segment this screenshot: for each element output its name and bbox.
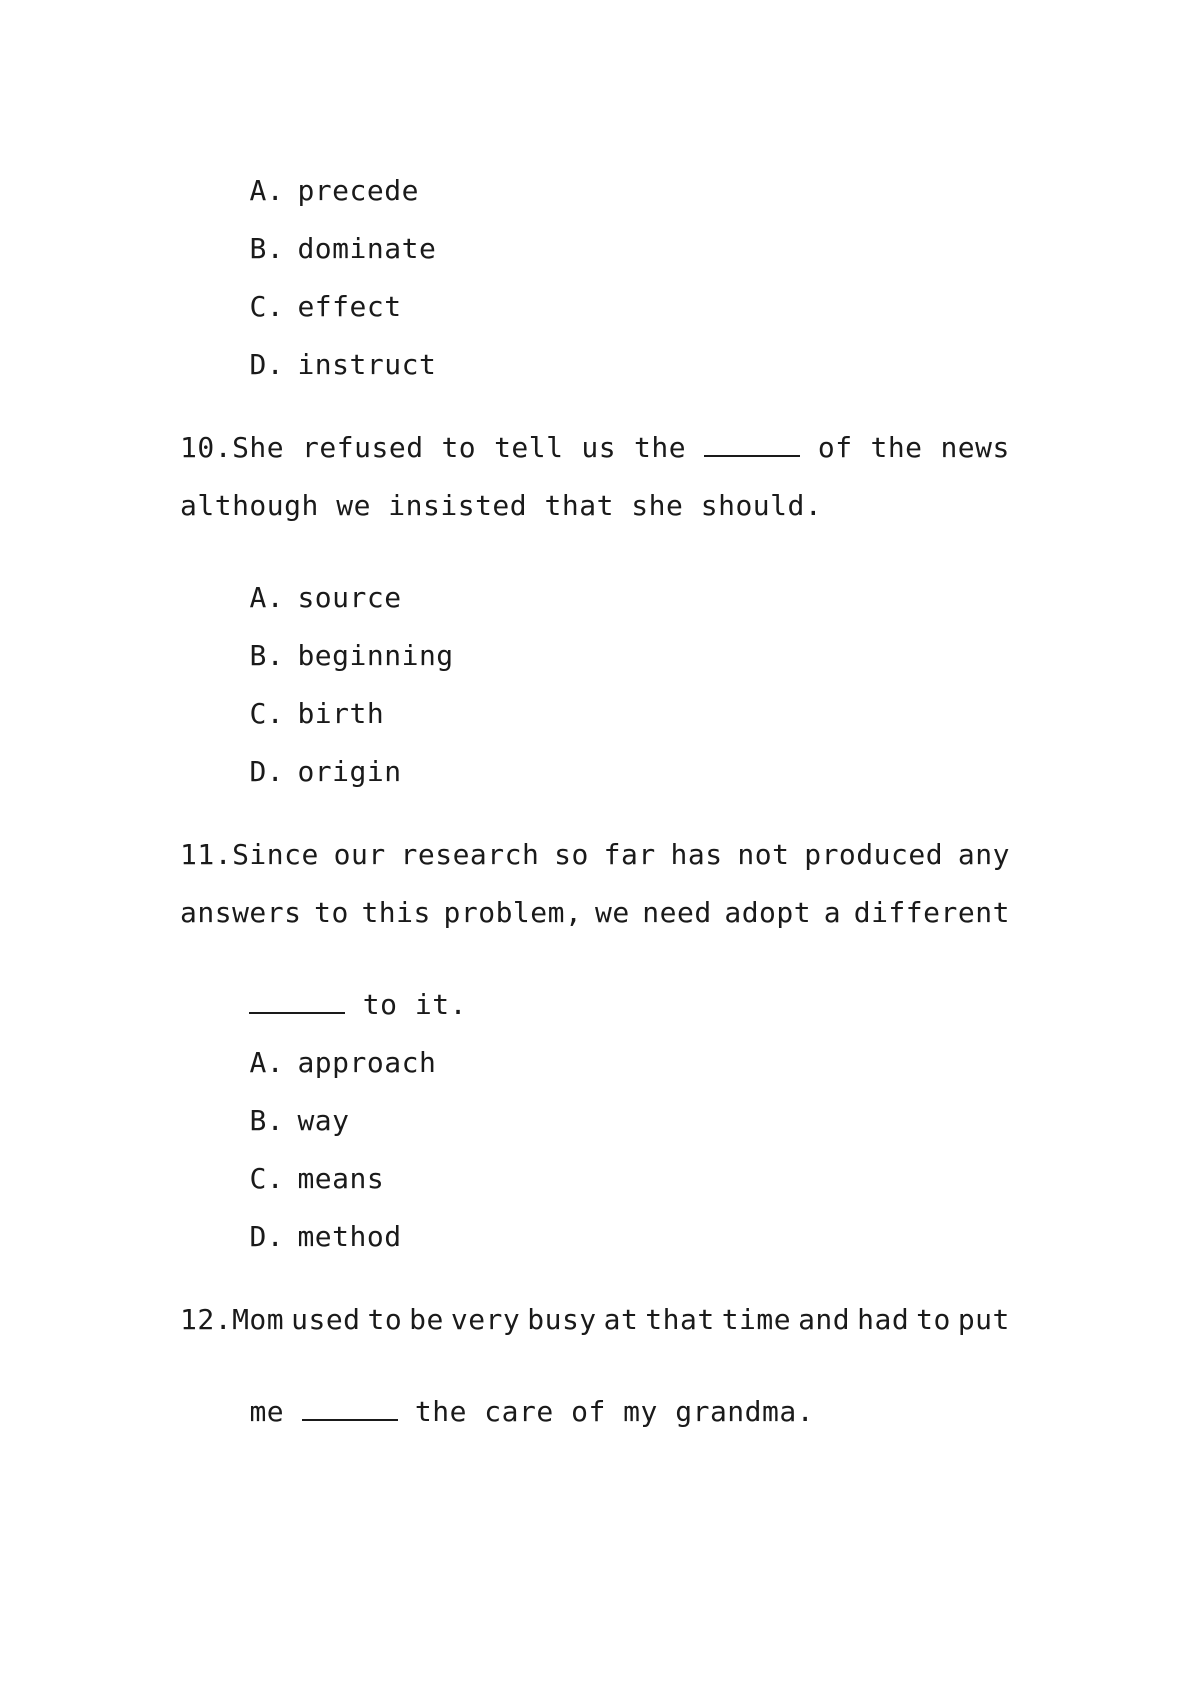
q10-line-2: although we insisted that she should. <box>180 489 823 522</box>
q12-line-1: 12.Mom used to be very busy at that time and had to put <box>180 1303 1010 1336</box>
q10-answer-blank <box>704 431 800 457</box>
q10-option-c: C. birth <box>249 697 385 730</box>
q11-option-a: A. approach <box>249 1046 437 1079</box>
q10-option-d: D. origin <box>249 755 402 788</box>
q12-answer-blank <box>302 1395 398 1421</box>
q10-line-1: 10.She refused to tell us the of the news <box>180 431 1010 464</box>
q9-option-a: A. precede <box>249 174 419 207</box>
q11-answer-blank <box>249 988 345 1014</box>
q10-option-a: A. source <box>249 581 402 614</box>
q12-line-2: me the care of my grandma. <box>249 1395 815 1428</box>
q9-option-c: C. effect <box>249 290 402 323</box>
q9-option-d: D. instruct <box>249 348 437 381</box>
q11-line-1: 11.Since our research so far has not produced any <box>180 838 1010 871</box>
q11-option-c: C. means <box>249 1162 385 1195</box>
q11-line-2: answers to this problem, we need adopt a different <box>180 896 1010 929</box>
q10-option-b: B. beginning <box>249 639 454 672</box>
q11-line-3: to it. <box>180 954 1010 1056</box>
q9-option-b: B. dominate <box>249 232 437 265</box>
q11-option-d: D. method <box>249 1220 402 1253</box>
q11-option-b: B. way <box>249 1104 350 1137</box>
